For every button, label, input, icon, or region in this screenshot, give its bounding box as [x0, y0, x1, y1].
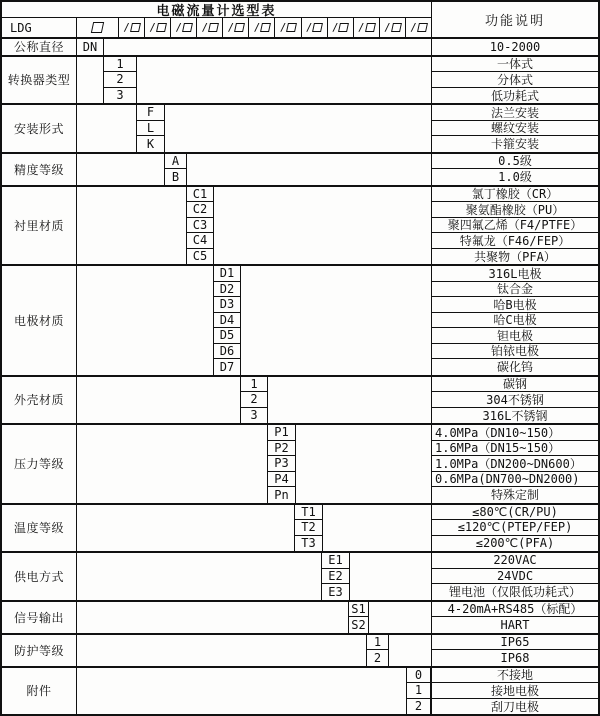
- model-code-cell: [249, 18, 275, 37]
- option-description: 304不锈钢: [431, 392, 598, 408]
- option-code: D5: [214, 328, 241, 344]
- option-code: D6: [214, 344, 241, 360]
- option-code: 1: [241, 377, 268, 393]
- option-code: K: [137, 136, 165, 152]
- option-description: 哈C电极: [431, 313, 598, 329]
- option-description: 刮刀电极: [431, 699, 598, 715]
- option-description: 1.0级: [431, 169, 598, 185]
- option-description: 特殊定制: [431, 487, 598, 503]
- option-description: IP65: [431, 635, 598, 651]
- category-label: 衬里材质: [2, 187, 77, 265]
- category-label: 转换器类型: [2, 57, 77, 104]
- filler-spacer: [137, 57, 431, 104]
- category-section: [2, 37, 598, 55]
- checkbox-icon: [208, 23, 219, 32]
- option-description: 聚氨酯橡胶（PU）: [431, 202, 598, 218]
- indent-spacer: [77, 187, 187, 265]
- option-description: 4.0MPa（DN10~150）: [431, 425, 598, 441]
- option-description: 4-20mA+RS485（标配）: [431, 602, 598, 618]
- option-code: 3: [241, 408, 268, 424]
- option-code: 1: [367, 635, 389, 651]
- checkbox-icon: [91, 22, 104, 33]
- category-label: 电极材质: [2, 266, 77, 375]
- model-code-cell: [275, 18, 301, 37]
- category-section: [2, 55, 598, 104]
- slash-separator: /: [357, 21, 365, 34]
- option-code: 3: [104, 88, 137, 104]
- model-code-cell: [380, 18, 406, 37]
- indent-spacer: [77, 635, 367, 666]
- option-description: HART: [431, 617, 598, 633]
- checkbox-icon: [417, 23, 428, 32]
- option-description: 铂铱电极: [431, 344, 598, 360]
- option-code: P2: [268, 441, 296, 457]
- option-description: ≤200℃(PFA): [431, 536, 598, 552]
- indent-spacer: [77, 425, 268, 503]
- filler-spacer: [350, 553, 431, 600]
- option-code: C5: [187, 249, 214, 265]
- option-description: 螺纹安装: [431, 121, 598, 137]
- option-description: 特氟龙（F46/FEP）: [431, 233, 598, 249]
- checkbox-icon: [156, 23, 167, 32]
- model-code-cell: [223, 18, 249, 37]
- indent-spacer: [77, 505, 295, 552]
- model-code-cell: [406, 18, 431, 37]
- checkbox-icon: [260, 23, 271, 32]
- slash-separator: /: [123, 21, 130, 34]
- option-description: 共聚物（PFA）: [431, 249, 598, 265]
- option-description: 氯丁橡胶（CR）: [431, 187, 598, 203]
- model-code-first-cell: [77, 18, 119, 37]
- slash-separator: /: [279, 21, 287, 34]
- option-description: 10-2000: [431, 39, 598, 55]
- model-prefix-label: LDG: [2, 18, 77, 37]
- option-description: 220VAC: [431, 553, 598, 569]
- option-code: S1: [349, 602, 369, 618]
- category-section: [2, 103, 598, 152]
- category-label: 供电方式: [2, 553, 77, 600]
- option-description: 分体式: [431, 72, 598, 88]
- category-label: 防护等级: [2, 635, 77, 666]
- checkbox-icon: [312, 23, 323, 32]
- option-code: E1: [322, 553, 350, 569]
- option-code: E3: [322, 584, 350, 600]
- category-section: [2, 633, 598, 666]
- option-code: 2: [407, 699, 431, 715]
- option-code: T1: [295, 505, 323, 521]
- option-description: 锂电池（仅限低功耗式）: [431, 584, 598, 600]
- option-code: D2: [214, 282, 241, 298]
- option-description: 接地电极: [431, 683, 598, 699]
- indent-spacer: [77, 553, 322, 600]
- option-description: 聚四氟乙烯（F4/PTFE）: [431, 218, 598, 234]
- checkbox-icon: [234, 23, 245, 32]
- checkbox-icon: [286, 23, 297, 32]
- option-description: 不接地: [431, 668, 598, 684]
- slash-separator: /: [201, 21, 209, 34]
- filler-spacer: [104, 39, 431, 55]
- category-label: 信号输出: [2, 602, 77, 633]
- category-label: 外壳材质: [2, 377, 77, 424]
- option-description: 24VDC: [431, 569, 598, 585]
- option-code: P4: [268, 472, 296, 488]
- indent-spacer: [77, 105, 137, 152]
- filler-spacer: [389, 635, 431, 666]
- category-label: 附件: [2, 668, 77, 715]
- option-code: L: [137, 121, 165, 137]
- filler-spacer: [187, 154, 431, 185]
- option-code: F: [137, 105, 165, 121]
- category-section: [2, 666, 598, 715]
- option-description: 316L不锈钢: [431, 408, 598, 424]
- filler-spacer: [323, 505, 431, 552]
- slash-separator: /: [410, 21, 417, 34]
- option-code: E2: [322, 569, 350, 585]
- option-description: 一体式: [431, 57, 598, 73]
- option-description: IP68: [431, 650, 598, 666]
- option-code: 2: [367, 650, 389, 666]
- option-code: P3: [268, 456, 296, 472]
- model-code-cell: [145, 18, 171, 37]
- option-description: 1.6MPa（DN15~150）: [431, 441, 598, 457]
- category-section: [2, 264, 598, 375]
- option-description: 哈B电极: [431, 297, 598, 313]
- checkbox-icon: [391, 23, 402, 32]
- category-section: [2, 375, 598, 424]
- option-code: P1: [268, 425, 296, 441]
- option-code: 0: [407, 668, 431, 684]
- slash-separator: /: [227, 21, 235, 34]
- category-section: [2, 551, 598, 600]
- filler-spacer: [268, 377, 431, 424]
- filler-spacer: [214, 187, 431, 265]
- filler-spacer: [369, 602, 431, 633]
- indent-spacer: [77, 377, 241, 424]
- category-label: 安装形式: [2, 105, 77, 152]
- option-code: D3: [214, 297, 241, 313]
- category-section: [2, 423, 598, 503]
- category-label: 精度等级: [2, 154, 77, 185]
- option-code: T3: [295, 536, 323, 552]
- option-description: 卡箍安装: [431, 136, 598, 152]
- option-code: C3: [187, 218, 214, 234]
- option-description: 钽电极: [431, 328, 598, 344]
- model-code-cell: [328, 18, 354, 37]
- indent-spacer: [77, 57, 104, 104]
- option-description: 低功耗式: [431, 88, 598, 104]
- option-code: D7: [214, 359, 241, 375]
- option-code: DN: [77, 39, 104, 55]
- option-code: S2: [349, 617, 369, 633]
- category-section: [2, 503, 598, 552]
- slash-separator: /: [175, 21, 182, 34]
- category-section: [2, 600, 598, 633]
- category-section: [2, 152, 598, 185]
- indent-spacer: [77, 602, 349, 633]
- category-label: 压力等级: [2, 425, 77, 503]
- option-code: D4: [214, 313, 241, 329]
- filler-spacer: [241, 266, 431, 375]
- option-code: 2: [104, 72, 137, 88]
- option-description: 0.6MPa(DN700~DN2000): [431, 472, 598, 488]
- category-label: 温度等级: [2, 505, 77, 552]
- indent-spacer: [77, 266, 214, 375]
- option-description: ≤120℃(PTEP/FEP): [431, 520, 598, 536]
- option-code: C2: [187, 202, 214, 218]
- option-description: 钛合金: [431, 282, 598, 298]
- indent-spacer: [77, 154, 165, 185]
- option-code: 2: [241, 392, 268, 408]
- filler-spacer: [165, 105, 431, 152]
- option-code: A: [165, 154, 187, 170]
- option-code: C1: [187, 187, 214, 203]
- checkbox-icon: [182, 23, 193, 32]
- option-description: 碳化钨: [431, 359, 598, 375]
- slash-separator: /: [305, 21, 313, 34]
- slash-separator: /: [253, 21, 261, 34]
- slash-separator: /: [149, 21, 156, 34]
- model-code-cell: [302, 18, 328, 37]
- option-code: T2: [295, 520, 323, 536]
- option-description: 碳钢: [431, 377, 598, 393]
- slash-separator: /: [384, 21, 391, 34]
- model-code-cell: [171, 18, 197, 37]
- option-code: 1: [104, 57, 137, 73]
- option-code: Pn: [268, 487, 296, 503]
- option-description: ≤80℃(CR/PU): [431, 505, 598, 521]
- checkbox-icon: [365, 23, 376, 32]
- option-description: 1.0MPa（DN200~DN600）: [431, 456, 598, 472]
- option-description: 0.5级: [431, 154, 598, 170]
- checkbox-icon: [339, 23, 350, 32]
- function-column-header: 功能说明: [431, 2, 598, 37]
- model-code-cell: [354, 18, 380, 37]
- table-title: 电磁流量计选型表: [2, 2, 431, 18]
- model-code-row: [2, 18, 431, 37]
- option-code: 1: [407, 683, 431, 699]
- indent-spacer: [77, 668, 407, 715]
- model-code-cell: [197, 18, 223, 37]
- model-code-cell: [119, 18, 145, 37]
- option-code: B: [165, 169, 187, 185]
- option-code: C4: [187, 233, 214, 249]
- option-code: D1: [214, 266, 241, 282]
- filler-spacer: [296, 425, 431, 503]
- checkbox-icon: [130, 23, 141, 32]
- category-label: 公称直径: [2, 39, 77, 55]
- option-description: 316L电极: [431, 266, 598, 282]
- slash-separator: /: [331, 21, 339, 34]
- option-description: 法兰安装: [431, 105, 598, 121]
- category-section: [2, 185, 598, 265]
- table-header: [2, 2, 598, 37]
